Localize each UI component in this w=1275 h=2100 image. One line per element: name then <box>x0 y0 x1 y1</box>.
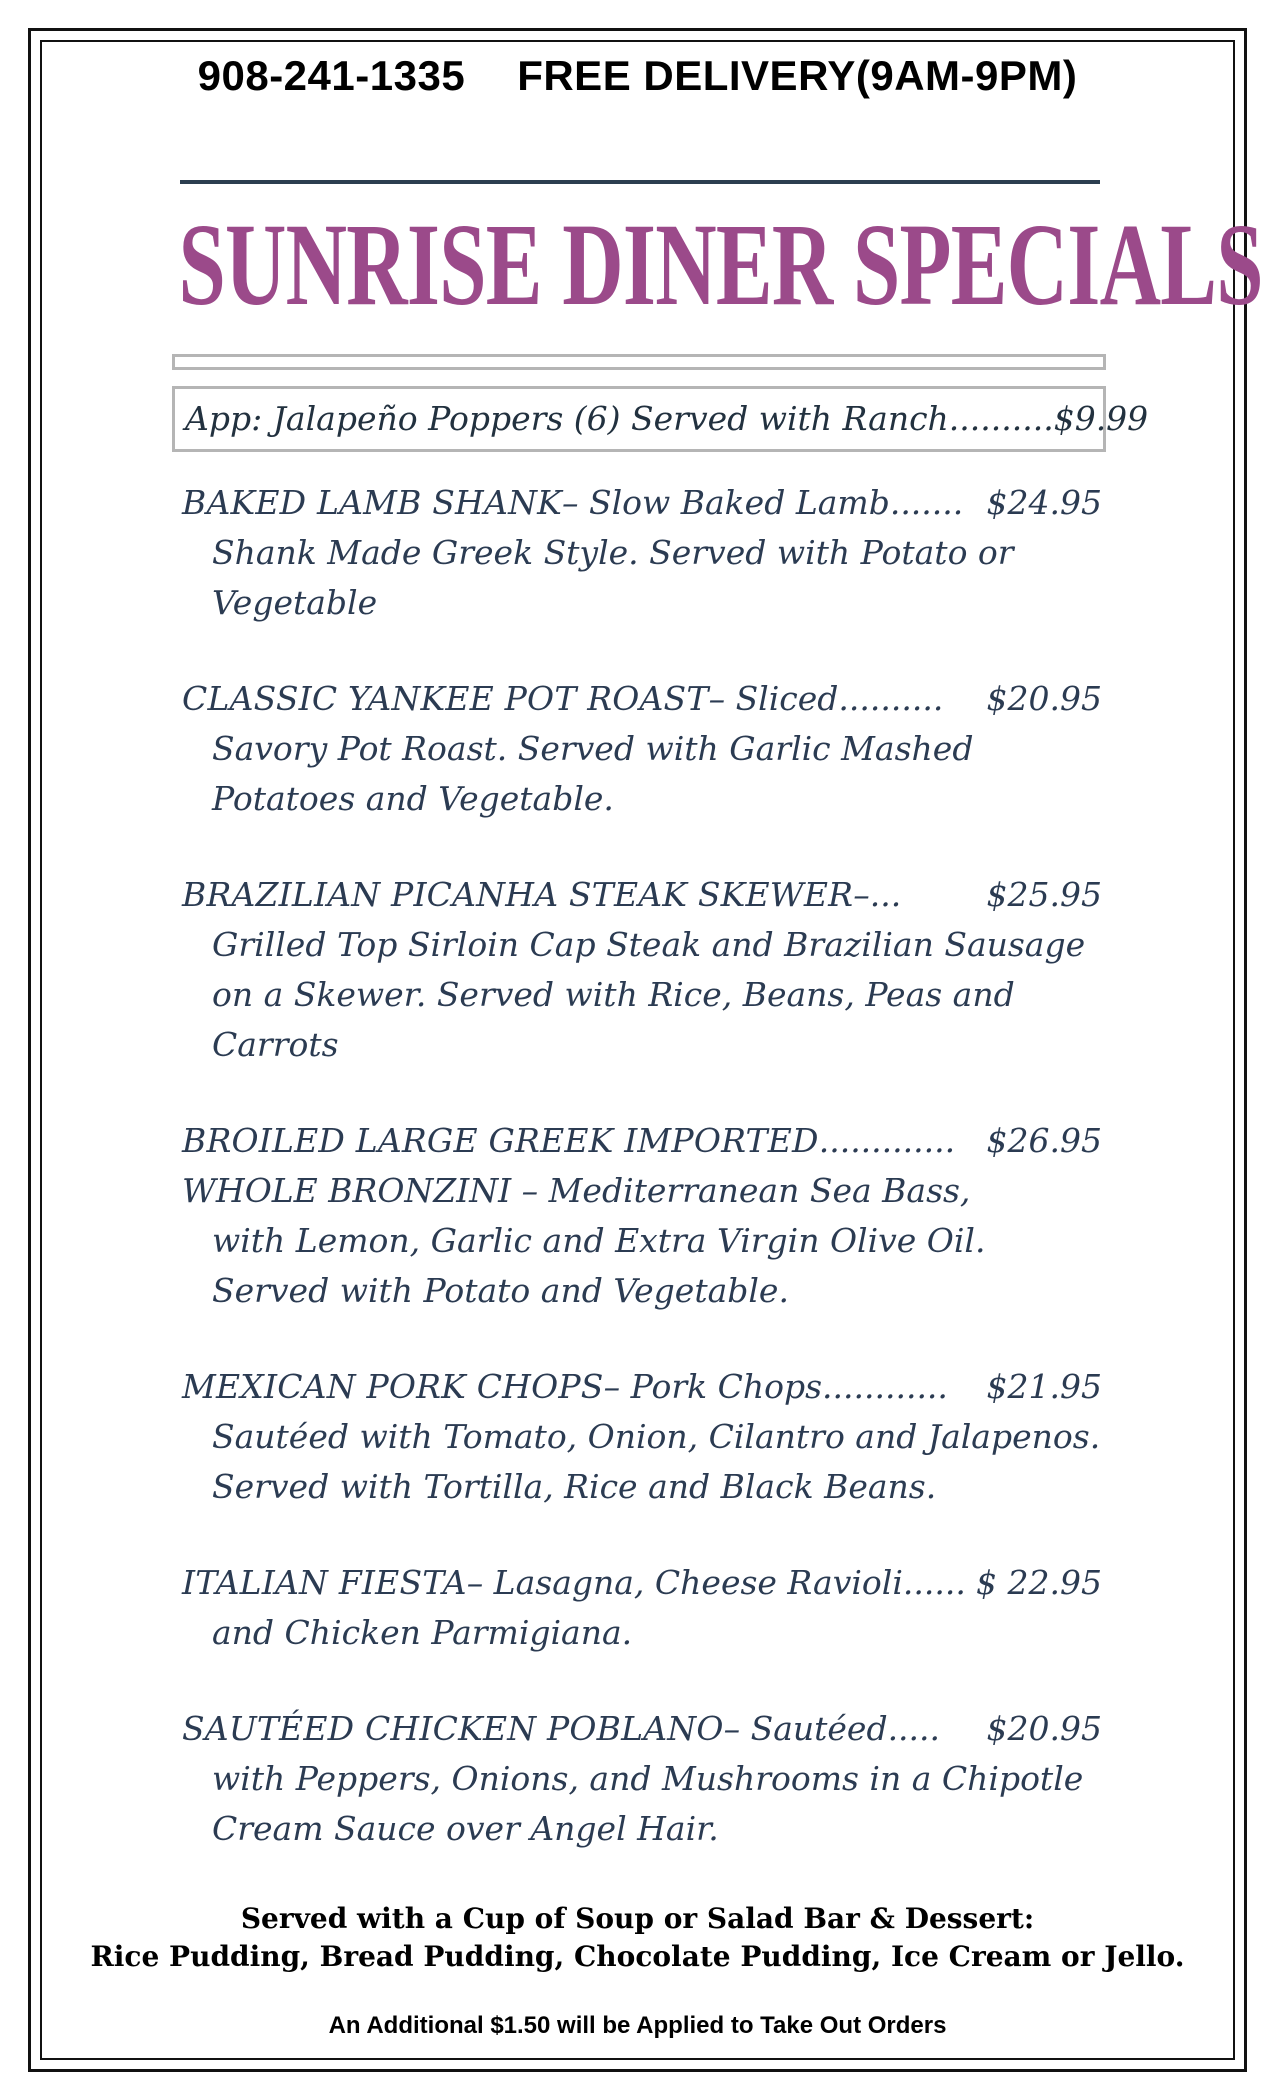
served-with-note <box>0 1900 1275 1976</box>
menu-item-description: with Lemon, Garlic and Extra Virgin Olive Oil. Served with Potato and Vegetable. <box>212 1221 986 1310</box>
menu-item-title-line <box>182 478 1102 528</box>
menu-item <box>182 674 1102 824</box>
menu-item-name: MEXICAN PORK CHOPS <box>182 1367 604 1406</box>
menu-item-dots: .......... <box>838 679 944 718</box>
served-with-line: Served with a Cup of Soup or Salad Bar & Dessert: <box>240 1902 1035 1935</box>
menu-item-description: Grilled Top Sirloin Cap Steak and Brazilian Sausage on a Skewer. Served with Rice, Beans, Peas and Carrots <box>212 925 1086 1064</box>
menu-item-price: $20.95 <box>986 1709 1102 1748</box>
phone-number: 908-241-1335 <box>197 52 466 99</box>
menu-item-price: $20.95 <box>986 679 1102 718</box>
menu-item-title-line <box>182 1362 1102 1412</box>
menu-item-dots: ....... <box>889 483 964 522</box>
takeout-note: An Additional $1.50 will be Applied to Take Out Orders <box>328 2012 947 2039</box>
menu-item-lead: – <box>853 875 870 914</box>
menu-item-title-line <box>182 1704 1102 1754</box>
contact-header <box>0 52 1275 100</box>
menu-item-price: $25.95 <box>986 875 1102 914</box>
menu-item <box>182 1704 1102 1854</box>
menu-item-lead: – Slow Baked Lamb <box>562 483 890 522</box>
menu-item-title-line <box>182 870 1102 920</box>
menu-item <box>182 1558 1102 1658</box>
menu-item-lead: – Pork Chops <box>603 1367 823 1406</box>
menu-item-name: BROILED LARGE GREEK IMPORTED <box>182 1121 819 1160</box>
title-rule <box>180 180 1100 184</box>
menu-item-subtitle-line: WHOLE BRONZINI – Mediterranean Sea Bass, <box>182 1171 971 1210</box>
menu-item-price: $26.95 <box>986 1121 1102 1160</box>
dessert-options-line: Rice Pudding, Bread Pudding, Chocolate Pudding, Ice Cream or Jello. <box>90 1940 1185 1973</box>
menu-item-dots: ... <box>869 875 902 914</box>
menu-item-name: SAUTÉED CHICKEN POBLANO <box>182 1709 724 1748</box>
menu-item-lead: – Sautéed <box>723 1709 888 1748</box>
menu-item-dots: ............ <box>822 1367 948 1406</box>
menu-item <box>182 1362 1102 1512</box>
menu-item-dots: ..... <box>887 1709 941 1748</box>
menu-item <box>182 870 1102 1070</box>
menu-item-dots: ............. <box>818 1121 956 1160</box>
menu-item <box>182 478 1102 628</box>
page-title: SUNRISE DINER SPECIALS <box>178 199 1263 330</box>
delivery-hours: FREE DELIVERY(9AM-9PM) <box>517 52 1078 99</box>
menu-item-description: and Chicken Parmigiana. <box>212 1613 633 1652</box>
menu-item-name: BRAZILIAN PICANHA STEAK SKEWER <box>182 875 854 914</box>
menu-item-description: Shank Made Greek Style. Served with Potato or Vegetable <box>212 533 1014 622</box>
menu-item-name: BAKED LAMB SHANK <box>182 483 562 522</box>
divider-box <box>172 354 1106 370</box>
menu-item-title-line <box>182 674 1102 724</box>
appetizer-box: App: Jalapeño Poppers (6) Served with Ranch..........$9.99 <box>172 386 1106 452</box>
menu-item-lead: – Sliced <box>708 679 839 718</box>
menu-item-lead: – Lasagna, Cheese Ravioli <box>466 1563 903 1602</box>
menu-item-dots: ...... <box>902 1563 966 1602</box>
menu-item-price: $21.95 <box>986 1367 1102 1406</box>
menu-item-title-line <box>182 1558 1102 1608</box>
menu-item-price: $24.95 <box>986 483 1102 522</box>
menu-item-description: Sautéed with Tomato, Onion, Cilantro and Jalapenos. Served with Tortilla, Rice and Black Beans. <box>212 1417 1101 1506</box>
menu-item-price: $ 22.95 <box>976 1563 1102 1602</box>
menu-item <box>182 1116 1102 1316</box>
menu-item-name: CLASSIC YANKEE POT ROAST <box>182 679 709 718</box>
menu-item-description: with Peppers, Onions, and Mushrooms in a Chipotle Cream Sauce over Angel Hair. <box>212 1759 1084 1848</box>
menu-item-description: Savory Pot Roast. Served with Garlic Mashed Potatoes and Vegetable. <box>212 729 974 818</box>
specials-list <box>182 478 1102 1900</box>
menu-item-name: ITALIAN FIESTA <box>182 1563 467 1602</box>
menu-item-title-line <box>182 1116 1102 1166</box>
